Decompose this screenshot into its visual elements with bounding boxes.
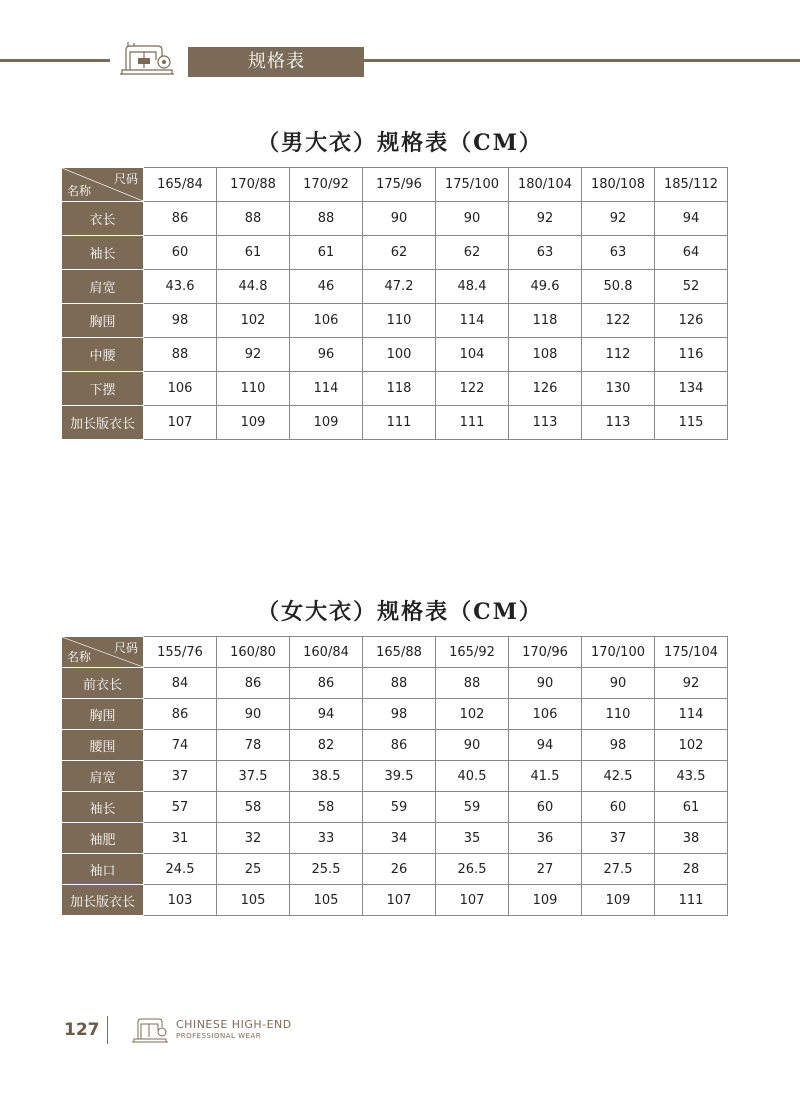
table-row <box>62 372 728 406</box>
men-table-title: （男大衣）规格表（CM） <box>257 130 543 156</box>
size-column-header: 170/96 <box>509 637 582 668</box>
size-column-header: 175/100 <box>436 168 509 202</box>
table-cell: 111 <box>655 885 728 916</box>
table-cell: 100 <box>363 338 436 372</box>
table-cell: 107 <box>436 885 509 916</box>
table-cell: 61 <box>217 236 290 270</box>
row-label: 衣长 <box>62 202 144 236</box>
size-column-header: 165/88 <box>363 637 436 668</box>
table-cell: 110 <box>363 304 436 338</box>
table-cell: 86 <box>144 202 217 236</box>
brand-line-2: PROFESSIONAL WEAR <box>176 1032 262 1040</box>
table-cell: 62 <box>363 236 436 270</box>
table-cell: 108 <box>509 338 582 372</box>
table-cell: 113 <box>509 406 582 440</box>
size-column-header: 155/76 <box>144 637 217 668</box>
table-cell: 41.5 <box>509 761 582 792</box>
table-cell: 58 <box>290 792 363 823</box>
table-cell: 90 <box>582 668 655 699</box>
table-cell: 90 <box>509 668 582 699</box>
table-cell: 111 <box>436 406 509 440</box>
row-label: 袖长 <box>62 236 144 270</box>
size-column-header: 165/84 <box>144 168 217 202</box>
table-cell: 126 <box>509 372 582 406</box>
table-cell: 94 <box>509 730 582 761</box>
size-column-header: 170/100 <box>582 637 655 668</box>
table-cell: 106 <box>509 699 582 730</box>
table-cell: 43.5 <box>655 761 728 792</box>
table-cell: 60 <box>582 792 655 823</box>
table-cell: 82 <box>290 730 363 761</box>
sewing-machine-icon <box>130 1015 170 1045</box>
size-column-header: 165/92 <box>436 637 509 668</box>
table-cell: 59 <box>436 792 509 823</box>
table-cell: 102 <box>655 730 728 761</box>
table-cell: 126 <box>655 304 728 338</box>
table-row <box>62 406 728 440</box>
table-cell: 39.5 <box>363 761 436 792</box>
table-cell: 61 <box>655 792 728 823</box>
footer-divider <box>107 1016 108 1044</box>
name-header-label: 名称 <box>67 184 92 198</box>
table-cell: 130 <box>582 372 655 406</box>
size-column-header: 160/80 <box>217 637 290 668</box>
table-cell: 86 <box>217 668 290 699</box>
table-cell: 103 <box>144 885 217 916</box>
table-cell: 116 <box>655 338 728 372</box>
women-size-table <box>61 636 728 916</box>
table-cell: 37 <box>582 823 655 854</box>
row-label: 下摆 <box>62 372 144 406</box>
table-cell: 92 <box>217 338 290 372</box>
row-label: 加长版衣长 <box>62 885 144 916</box>
table-cell: 59 <box>363 792 436 823</box>
table-cell: 38.5 <box>290 761 363 792</box>
table-cell: 114 <box>436 304 509 338</box>
table-row <box>62 304 728 338</box>
sewing-machine-icon <box>114 38 180 78</box>
size-header-label: 尺码 <box>113 172 138 186</box>
table-cell: 104 <box>436 338 509 372</box>
table-cell: 43.6 <box>144 270 217 304</box>
table-cell: 109 <box>509 885 582 916</box>
men-size-table <box>61 167 728 440</box>
table-row <box>62 202 728 236</box>
table-cell: 114 <box>290 372 363 406</box>
table-cell: 134 <box>655 372 728 406</box>
table-row <box>62 236 728 270</box>
table-cell: 98 <box>582 730 655 761</box>
table-cell: 64 <box>655 236 728 270</box>
table-cell: 114 <box>655 699 728 730</box>
table-cell: 96 <box>290 338 363 372</box>
table-cell: 106 <box>290 304 363 338</box>
table-cell: 109 <box>217 406 290 440</box>
table-cell: 60 <box>144 236 217 270</box>
table-cell: 32 <box>217 823 290 854</box>
size-header-label: 尺码 <box>113 641 138 655</box>
table-cell: 38 <box>655 823 728 854</box>
table-cell: 109 <box>290 406 363 440</box>
table-cell: 94 <box>655 202 728 236</box>
table-cell: 34 <box>363 823 436 854</box>
table-cell: 63 <box>582 236 655 270</box>
table-cell: 31 <box>144 823 217 854</box>
table-row <box>62 730 728 761</box>
table-cell: 25 <box>217 854 290 885</box>
table-cell: 105 <box>290 885 363 916</box>
table-row <box>62 854 728 885</box>
table-cell: 90 <box>363 202 436 236</box>
row-label: 袖肥 <box>62 823 144 854</box>
table-row <box>62 761 728 792</box>
header-rule-left <box>0 59 110 62</box>
size-column-header: 185/112 <box>655 168 728 202</box>
table-cell: 60 <box>509 792 582 823</box>
size-column-header: 170/92 <box>290 168 363 202</box>
table-cell: 112 <box>582 338 655 372</box>
table-cell: 118 <box>509 304 582 338</box>
table-cell: 88 <box>144 338 217 372</box>
row-label: 前衣长 <box>62 668 144 699</box>
table-cell: 98 <box>363 699 436 730</box>
table-cell: 47.2 <box>363 270 436 304</box>
table-cell: 46 <box>290 270 363 304</box>
section-title: 规格表 <box>188 47 364 77</box>
row-label: 胸围 <box>62 304 144 338</box>
table-cell: 122 <box>436 372 509 406</box>
table-cell: 102 <box>217 304 290 338</box>
size-column-header: 175/96 <box>363 168 436 202</box>
size-column-header: 180/108 <box>582 168 655 202</box>
table-cell: 88 <box>363 668 436 699</box>
brand-line-1: CHINESE HIGH-END <box>176 1018 292 1031</box>
table-cell: 35 <box>436 823 509 854</box>
table-cell: 58 <box>217 792 290 823</box>
table-cell: 26 <box>363 854 436 885</box>
table-cell: 88 <box>217 202 290 236</box>
table-cell: 25.5 <box>290 854 363 885</box>
table-cell: 50.8 <box>582 270 655 304</box>
table-cell: 52 <box>655 270 728 304</box>
table-cell: 107 <box>144 406 217 440</box>
table-cell: 98 <box>144 304 217 338</box>
table-cell: 88 <box>436 668 509 699</box>
table-cell: 42.5 <box>582 761 655 792</box>
row-label: 胸围 <box>62 699 144 730</box>
table-row <box>62 270 728 304</box>
table-cell: 37.5 <box>217 761 290 792</box>
row-label: 中腰 <box>62 338 144 372</box>
row-label: 加长版衣长 <box>62 406 144 440</box>
table-cell: 90 <box>217 699 290 730</box>
table-cell: 110 <box>582 699 655 730</box>
table-cell: 74 <box>144 730 217 761</box>
table-cell: 27.5 <box>582 854 655 885</box>
table-cell: 44.8 <box>217 270 290 304</box>
table-row <box>62 699 728 730</box>
table-cell: 109 <box>582 885 655 916</box>
table-cell: 102 <box>436 699 509 730</box>
table-cell: 106 <box>144 372 217 406</box>
table-row <box>62 823 728 854</box>
table-cell: 115 <box>655 406 728 440</box>
table-row <box>62 338 728 372</box>
table-cell: 94 <box>290 699 363 730</box>
size-column-header: 180/104 <box>509 168 582 202</box>
table-cell: 111 <box>363 406 436 440</box>
table-cell: 88 <box>290 202 363 236</box>
table-cell: 48.4 <box>436 270 509 304</box>
table-cell: 33 <box>290 823 363 854</box>
size-column-header: 160/84 <box>290 637 363 668</box>
table-cell: 40.5 <box>436 761 509 792</box>
table-cell: 26.5 <box>436 854 509 885</box>
table-cell: 86 <box>290 668 363 699</box>
table-cell: 107 <box>363 885 436 916</box>
table-cell: 24.5 <box>144 854 217 885</box>
table-cell: 105 <box>217 885 290 916</box>
table-row <box>62 885 728 916</box>
name-header-label: 名称 <box>67 650 92 664</box>
table-cell: 49.6 <box>509 270 582 304</box>
table-cell: 27 <box>509 854 582 885</box>
table-cell: 37 <box>144 761 217 792</box>
header-row <box>62 168 728 202</box>
table-cell: 118 <box>363 372 436 406</box>
row-label: 腰围 <box>62 730 144 761</box>
table-cell: 61 <box>290 236 363 270</box>
table-cell: 113 <box>582 406 655 440</box>
table-cell: 110 <box>217 372 290 406</box>
table-cell: 84 <box>144 668 217 699</box>
header-rule-right <box>362 59 800 62</box>
size-column-header: 170/88 <box>217 168 290 202</box>
corner-cell <box>62 168 144 202</box>
table-cell: 62 <box>436 236 509 270</box>
table-cell: 36 <box>509 823 582 854</box>
women-table-title: （女大衣）规格表（CM） <box>257 599 543 625</box>
table-cell: 57 <box>144 792 217 823</box>
table-row <box>62 668 728 699</box>
table-cell: 86 <box>144 699 217 730</box>
table-cell: 122 <box>582 304 655 338</box>
table-cell: 86 <box>363 730 436 761</box>
table-cell: 92 <box>582 202 655 236</box>
table-cell: 78 <box>217 730 290 761</box>
row-label: 肩宽 <box>62 761 144 792</box>
row-label: 袖长 <box>62 792 144 823</box>
row-label: 肩宽 <box>62 270 144 304</box>
size-column-header: 175/104 <box>655 637 728 668</box>
table-cell: 90 <box>436 730 509 761</box>
table-cell: 90 <box>436 202 509 236</box>
corner-cell <box>62 637 144 668</box>
table-row <box>62 792 728 823</box>
table-cell: 63 <box>509 236 582 270</box>
page-number: 127 <box>64 1020 100 1040</box>
row-label: 袖口 <box>62 854 144 885</box>
header-row <box>62 637 728 668</box>
table-cell: 92 <box>655 668 728 699</box>
table-cell: 92 <box>509 202 582 236</box>
table-cell: 28 <box>655 854 728 885</box>
